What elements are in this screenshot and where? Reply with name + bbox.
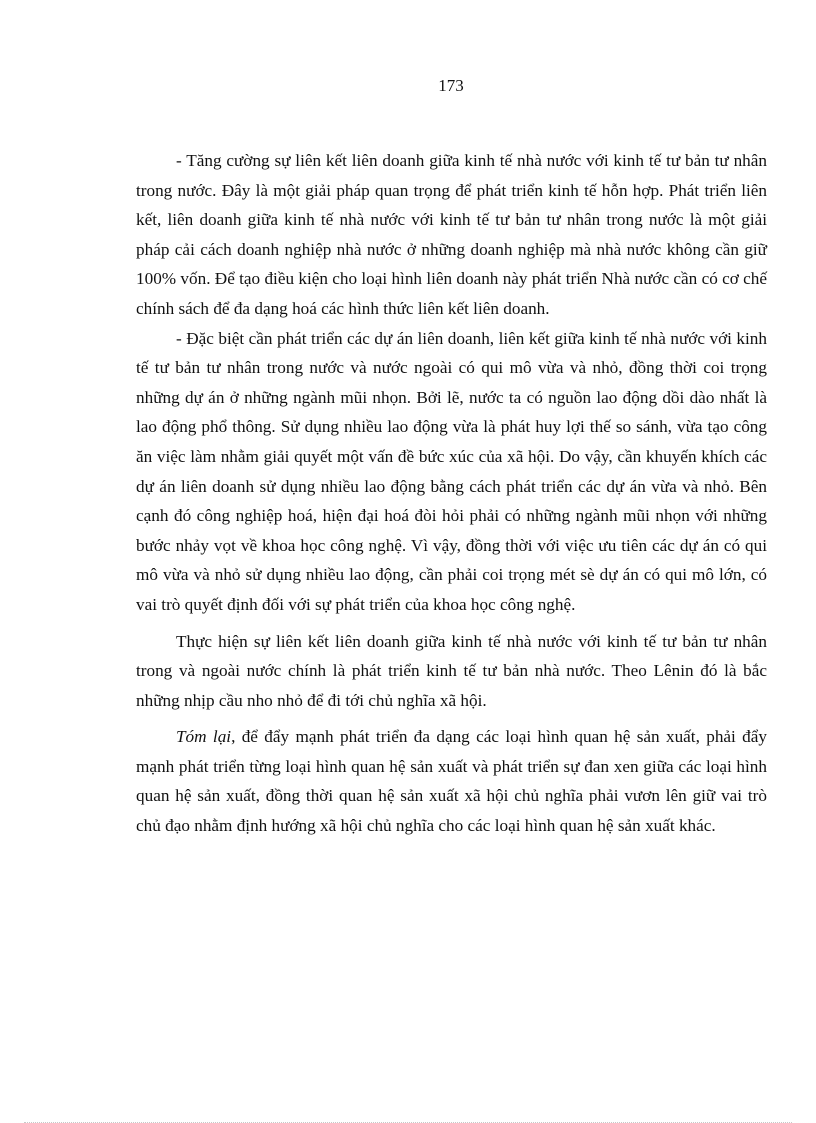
paragraph-state-capitalism: [136, 627, 767, 716]
paragraph-text: , để đẩy mạnh phát triển đa dạng các loại hình quan hệ sản xuất, phải đẩy mạnh phát triển từng loại hình quan hệ sản xuất và phát triển sự đan xen giữa các loại hình quan hệ sản xuất, đồng thời quan hệ sản xuất xã hội chủ nghĩa phải vươn lên giữ vai trò chủ đạo nhằm định hướng xã hội chủ nghĩa cho các loại hình quan hệ sản xuất khác.: [136, 727, 767, 836]
paragraph-summary: [136, 722, 767, 840]
paragraph-joint-venture-domestic: [136, 146, 767, 324]
summary-lead-italic: Tóm lại: [176, 727, 232, 747]
paragraph-text: - Đặc biệt cần phát triển các dự án liên doanh, liên kết giữa kinh tế nhà nước với kinh tế tư bản tư nhân trong nước và nước ngoài có qui mô vừa và nhỏ, đồng thời coi trọng những dự án ở những ngành mũi nhọn. Bởi lẽ, nước ta có nguồn lao động dồi dào nhất là lao động phổ thông. Sử dụng nhiều lao động vừa là phát huy lợi thế so sánh, vừa tạo công ăn việc làm nhằm giải quyết một vấn đề bức xúc của xã hội. Do vậy, cần khuyến khích các dự án liên doanh sử dụng nhiều lao động bằng cách phát triển các dự án vừa và nhỏ. Bên cạnh đó công nghiệp hoá, hiện đại hoá đòi hỏi phải có những ngành mũi nhọn với những bước nhảy vọt về khoa học công nghệ. Vì vậy, đồng thời với việc ưu tiên các dự án có qui mô vừa và nhỏ sử dụng nhiều lao động, cần phải coi trọng mét sè dự án có qui mô lớn, có vai trò quyết định đối với sự phát triển của khoa học công nghệ.: [136, 328, 767, 614]
paragraph-text: - Tăng cường sự liên kết liên doanh giữa kinh tế nhà nước với kinh tế tư bản tư nhân trong nước. Đây là một giải pháp quan trọng để phát triển kinh tế hỗn hợp. Phát triển liên kết, liên doanh giữa kinh tế nhà nước với kinh tế tư bản tư nhân trong nước là một giải pháp cải cách doanh nghiệp nhà nước ở những doanh nghiệp mà nhà nước không cần giữ 100% vốn. Để tạo điều kiện cho loại hình liên doanh này phát triển Nhà nước cần có cơ chế chính sách để đa dạng hoá các hình thức liên kết liên doanh.: [136, 151, 767, 318]
page-number: 173: [438, 76, 464, 95]
paragraph-text: Thực hiện sự liên kết liên doanh giữa kinh tế nhà nước với kinh tế tư bản tư nhân trong và ngoài nước chính là phát triển kinh tế tư bản nhà nước. Theo Lênin đó là bắc những nhịp cầu nho nhỏ để đi tới chủ nghĩa xã hội.: [136, 631, 767, 710]
document-body: [136, 146, 767, 848]
paragraph-joint-venture-projects: [136, 324, 767, 620]
